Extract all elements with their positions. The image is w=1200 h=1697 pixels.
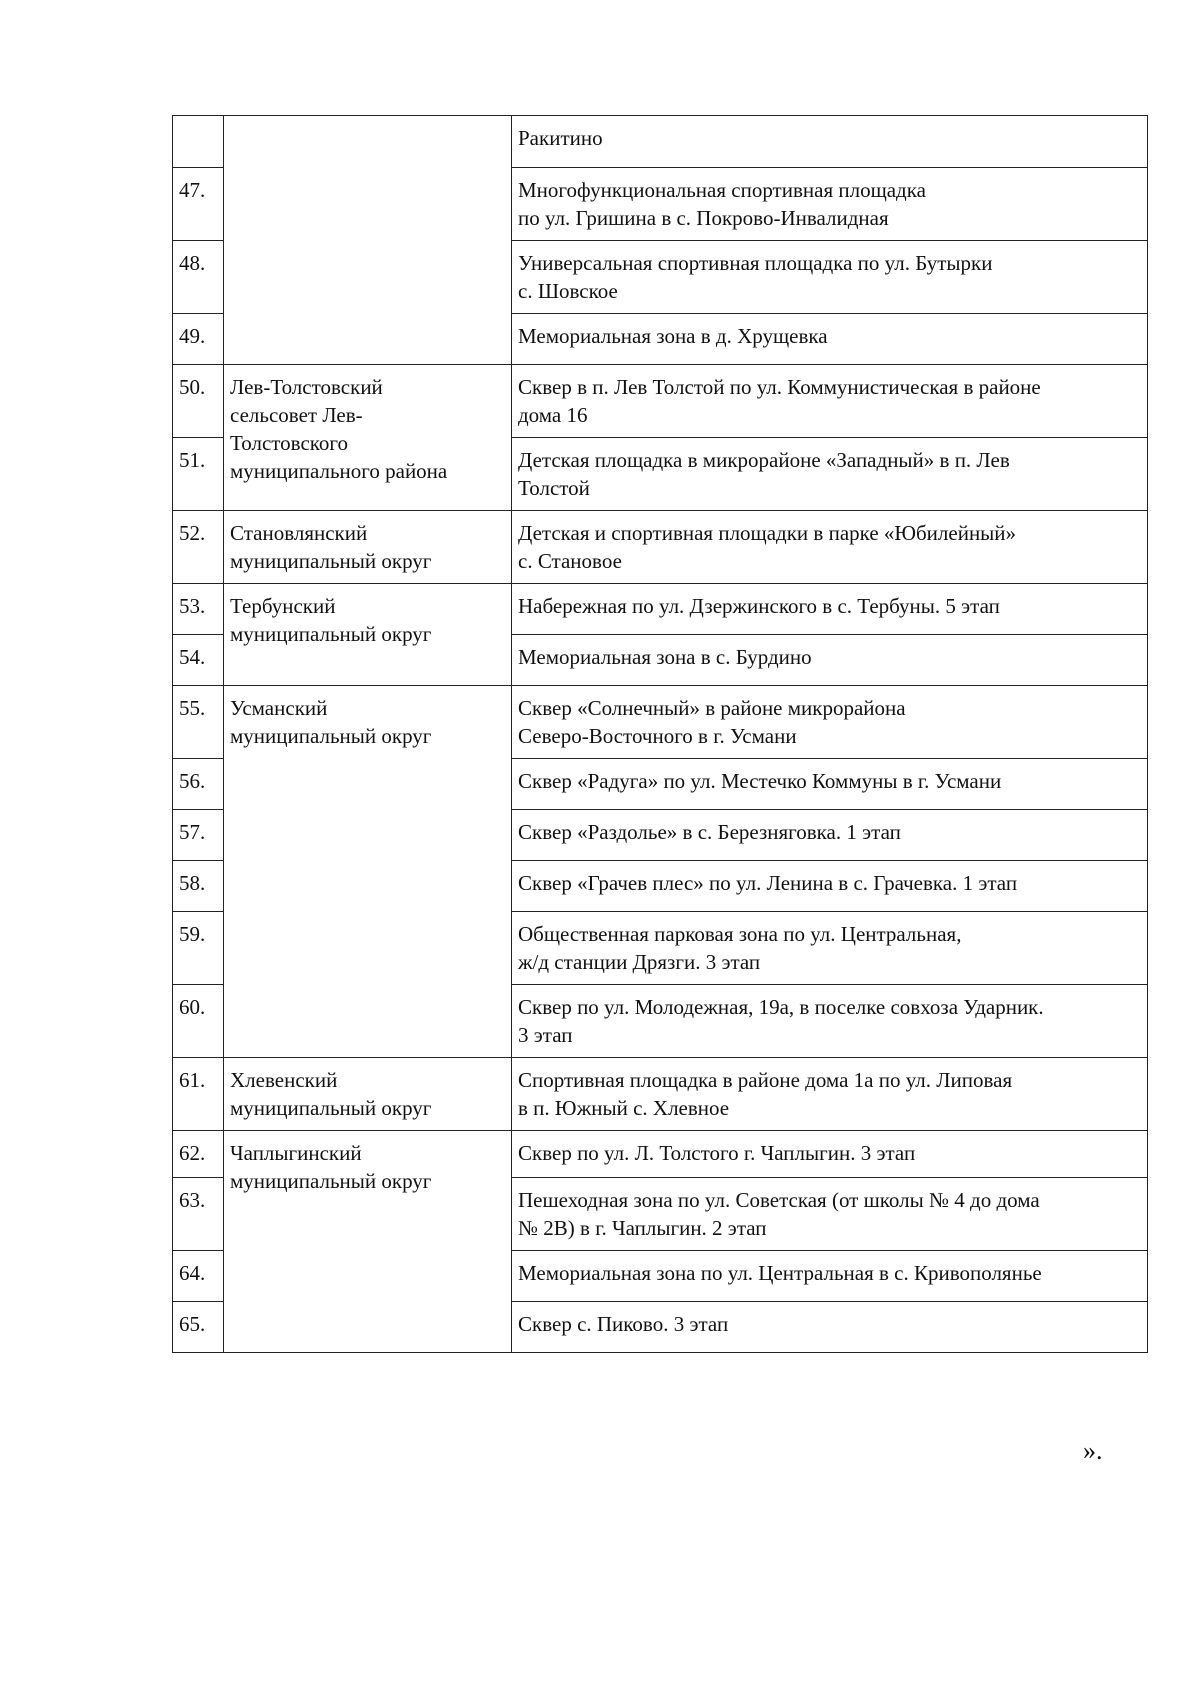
row-number: 63. xyxy=(173,1178,224,1251)
row-number: 49. xyxy=(173,314,224,365)
district-cell: Лев-Толстовский сельсовет Лев- Толстовского муниципального района xyxy=(224,365,512,511)
row-number: 51. xyxy=(173,438,224,511)
table-row xyxy=(173,1131,1148,1178)
district-cell: Тербунский муниципальный округ xyxy=(224,584,512,686)
table-row xyxy=(173,686,1148,759)
object-description: Сквер по ул. Л. Толстого г. Чаплыгин. 3 этап xyxy=(512,1131,1148,1178)
district-cell: Усманский муниципальный округ xyxy=(224,686,512,1058)
row-number: 50. xyxy=(173,365,224,438)
row-number: 59. xyxy=(173,912,224,985)
object-description: Многофункциональная спортивная площадка по ул. Гришина в с. Покрово-Инвалидная xyxy=(512,168,1148,241)
row-number: 58. xyxy=(173,861,224,912)
district-cell: Чаплыгинский муниципальный округ xyxy=(224,1131,512,1353)
object-description: Мемориальная зона в с. Бурдино xyxy=(512,635,1148,686)
row-number: 60. xyxy=(173,985,224,1058)
row-number: 47. xyxy=(173,168,224,241)
row-number: 53. xyxy=(173,584,224,635)
object-description: Спортивная площадка в районе дома 1а по ул. Липовая в п. Южный с. Хлевное xyxy=(512,1058,1148,1131)
object-description: Пешеходная зона по ул. Советская (от школы № 4 до дома № 2В) в г. Чаплыгин. 2 этап xyxy=(512,1178,1148,1251)
table-row xyxy=(173,511,1148,584)
row-number: 48. xyxy=(173,241,224,314)
row-number: 62. xyxy=(173,1131,224,1178)
object-description: Мемориальная зона в д. Хрущевка xyxy=(512,314,1148,365)
row-number: 57. xyxy=(173,810,224,861)
row-number xyxy=(173,116,224,168)
object-description: Сквер «Грачев плес» по ул. Ленина в с. Грачевка. 1 этап xyxy=(512,861,1148,912)
object-description: Мемориальная зона по ул. Центральная в с. Кривополянье xyxy=(512,1251,1148,1302)
object-description: Сквер «Радуга» по ул. Местечко Коммуны в г. Усмани xyxy=(512,759,1148,810)
object-description: Ракитино xyxy=(512,116,1148,168)
object-description: Детская и спортивная площадки в парке «Юбилейный» с. Становое xyxy=(512,511,1148,584)
table-row xyxy=(173,116,1148,168)
object-description: Сквер «Солнечный» в районе микрорайона Северо-Восточного в г. Усмани xyxy=(512,686,1148,759)
objects-table-body xyxy=(173,116,1148,1353)
row-number: 64. xyxy=(173,1251,224,1302)
object-description: Набережная по ул. Дзержинского в с. Тербуны. 5 этап xyxy=(512,584,1148,635)
object-description: Общественная парковая зона по ул. Центральная, ж/д станции Дрязги. 3 этап xyxy=(512,912,1148,985)
table-row xyxy=(173,1058,1148,1131)
district-cell: Становлянский муниципальный округ xyxy=(224,511,512,584)
district-cell: Хлевенский муниципальный округ xyxy=(224,1058,512,1131)
closing-quote-mark: ». xyxy=(1083,1436,1103,1465)
row-number: 54. xyxy=(173,635,224,686)
object-description: Сквер по ул. Молодежная, 19а, в поселке совхоза Ударник. 3 этап xyxy=(512,985,1148,1058)
object-description: Универсальная спортивная площадка по ул. Бутырки с. Шовское xyxy=(512,241,1148,314)
row-number: 52. xyxy=(173,511,224,584)
row-number: 61. xyxy=(173,1058,224,1131)
objects-table xyxy=(172,115,1148,1353)
table-row xyxy=(173,584,1148,635)
object-description: Детская площадка в микрорайоне «Западный» в п. Лев Толстой xyxy=(512,438,1148,511)
object-description: Сквер в п. Лев Толстой по ул. Коммунистическая в районе дома 16 xyxy=(512,365,1148,438)
table-row xyxy=(173,365,1148,438)
row-number: 56. xyxy=(173,759,224,810)
object-description: Сквер с. Пиково. 3 этап xyxy=(512,1302,1148,1353)
row-number: 55. xyxy=(173,686,224,759)
object-description: Сквер «Раздолье» в с. Березняговка. 1 этап xyxy=(512,810,1148,861)
district-cell xyxy=(224,116,512,365)
row-number: 65. xyxy=(173,1302,224,1353)
